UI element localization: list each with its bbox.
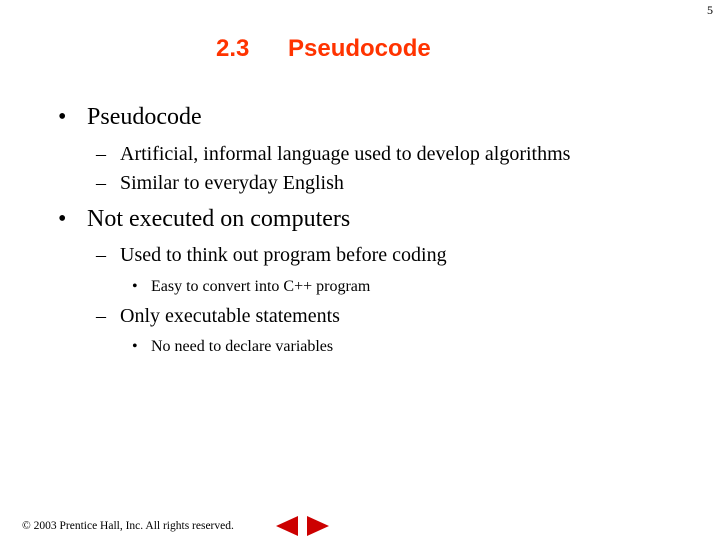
- page-number: 5: [707, 3, 713, 17]
- sub-sub-bullet-text: No need to declare variables: [151, 338, 334, 355]
- bullet-marker: •: [132, 278, 138, 295]
- next-slide-button[interactable]: [302, 514, 332, 538]
- dash-marker: –: [96, 143, 106, 165]
- section-title: Pseudocode: [288, 35, 431, 62]
- bullet-marker: •: [132, 338, 138, 355]
- sub-bullet-text: Similar to everyday English: [120, 172, 344, 194]
- section-number: 2.3: [216, 35, 250, 62]
- dash-marker: –: [96, 305, 106, 327]
- bullet-text: Not executed on computers: [87, 206, 351, 232]
- triangle-left-icon: [273, 514, 303, 538]
- bullet-marker: •: [58, 206, 67, 232]
- sub-sub-bullet-text: Easy to convert into C++ program: [151, 278, 371, 295]
- dash-marker: –: [96, 172, 106, 194]
- copyright-icon: ©: [22, 520, 31, 532]
- triangle-right-icon: [302, 514, 332, 538]
- sub-bullet-text: Artificial, informal language used to develop algorithms: [120, 143, 571, 165]
- sub-bullet-text: Used to think out program before coding: [120, 244, 447, 266]
- copyright-text: 2003 Prentice Hall, Inc. All rights reserved.: [33, 520, 234, 532]
- dash-marker: –: [96, 244, 106, 266]
- bullet-text: Pseudocode: [87, 104, 202, 130]
- sub-bullet-text: Only executable statements: [120, 305, 340, 327]
- previous-slide-button[interactable]: [273, 514, 303, 538]
- slide-title: [0, 30, 720, 70]
- bullet-marker: •: [58, 104, 67, 130]
- copyright-footer: [22, 520, 234, 532]
